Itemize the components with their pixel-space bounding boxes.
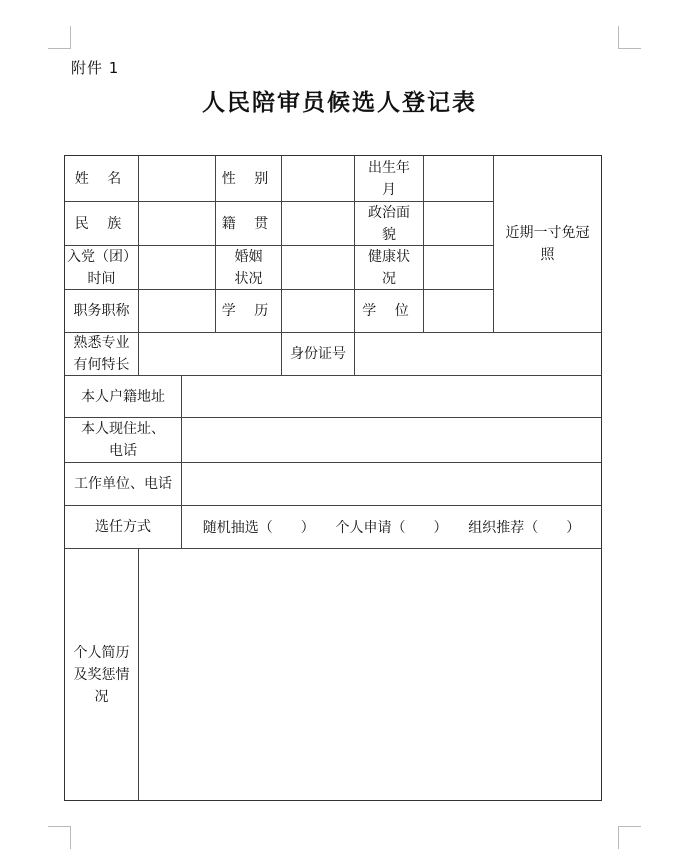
label-political-line1: 政治面: [368, 204, 410, 221]
label-birth-date-line1: 出生年: [368, 159, 410, 176]
label-birth-date: [355, 156, 423, 201]
field-name[interactable]: [139, 156, 215, 201]
label-specialty: [65, 333, 138, 375]
label-party-line1: 入党（团）: [67, 248, 137, 265]
field-work-unit[interactable]: [182, 463, 601, 505]
field-marital-status[interactable]: [282, 246, 354, 289]
label-specialty-line2: 有何特长: [73, 357, 130, 373]
label-health-status: [355, 246, 423, 289]
crop-mark-top-right: [618, 26, 641, 49]
option-personal-application[interactable]: 个人申请（ ）: [335, 520, 448, 536]
label-resume: [65, 549, 138, 800]
option-random-selection[interactable]: 随机抽选（ ）: [202, 520, 315, 536]
field-ethnicity[interactable]: [139, 202, 215, 245]
label-education: 学 历: [221, 303, 276, 319]
field-health-status[interactable]: [424, 246, 493, 289]
label-id-number: 身份证号: [290, 346, 346, 362]
label-work-unit: 工作单位、电话: [74, 476, 172, 492]
label-party-line2: 时间: [87, 270, 116, 287]
photo-area[interactable]: [494, 156, 601, 332]
selection-method-options: [182, 506, 601, 548]
label-resume-line3: 况: [94, 688, 109, 705]
crop-mark-bottom-left: [48, 826, 71, 849]
field-specialty[interactable]: [139, 333, 281, 375]
registration-form-table: [64, 155, 602, 801]
label-current-address-line1: 本人现住址、: [81, 421, 165, 437]
label-marital-line1: 婚姻: [234, 248, 263, 265]
field-political-status[interactable]: [424, 202, 493, 245]
label-selection-method: 选任方式: [95, 519, 151, 535]
label-position-title: 职务职称: [73, 303, 130, 319]
label-household-address: 本人户籍地址: [81, 388, 165, 405]
label-marital-status: [216, 246, 281, 289]
field-household-address[interactable]: [182, 376, 601, 417]
attachment-label: 附件 1: [71, 59, 120, 77]
field-position-title[interactable]: [139, 290, 215, 332]
label-health-line1: 健康状: [368, 248, 410, 265]
label-political-line2: 貌: [382, 226, 396, 243]
label-marital-line2: 状况: [234, 270, 263, 287]
crop-mark-bottom-right: [618, 826, 641, 849]
photo-label-line1: 近期一寸免冠: [505, 225, 590, 241]
field-degree[interactable]: [424, 290, 493, 332]
field-resume[interactable]: [139, 549, 601, 800]
label-current-address: [65, 418, 181, 462]
photo-label-line2: 照: [540, 247, 555, 263]
crop-mark-top-left: [48, 26, 71, 49]
field-id-number[interactable]: [355, 333, 601, 375]
label-ethnicity: 民 族: [74, 215, 129, 232]
label-gender: 性 别: [221, 170, 276, 187]
field-current-address[interactable]: [182, 418, 601, 462]
field-native-place[interactable]: [282, 202, 354, 245]
field-gender[interactable]: [282, 156, 354, 201]
label-birth-date-line2: 月: [382, 181, 396, 198]
label-resume-line2: 及奖惩情: [73, 666, 130, 683]
label-political-status: [355, 202, 423, 245]
field-birth-date[interactable]: [424, 156, 493, 201]
label-native-place: 籍 贯: [221, 215, 276, 232]
label-current-address-line2: 电话: [109, 443, 137, 459]
label-party-join-date: [65, 246, 138, 289]
field-education[interactable]: [282, 290, 354, 332]
label-health-line2: 况: [382, 270, 396, 287]
form-title: 人民陪审员候选人登记表: [202, 89, 477, 116]
label-degree: 学 位: [362, 303, 416, 319]
label-name: 姓 名: [74, 170, 129, 187]
label-specialty-line1: 熟悉专业: [73, 335, 130, 351]
option-organization-recommendation[interactable]: 组织推荐（ ）: [468, 520, 581, 536]
label-resume-line1: 个人简历: [73, 644, 130, 661]
field-party-join-date[interactable]: [139, 246, 215, 289]
